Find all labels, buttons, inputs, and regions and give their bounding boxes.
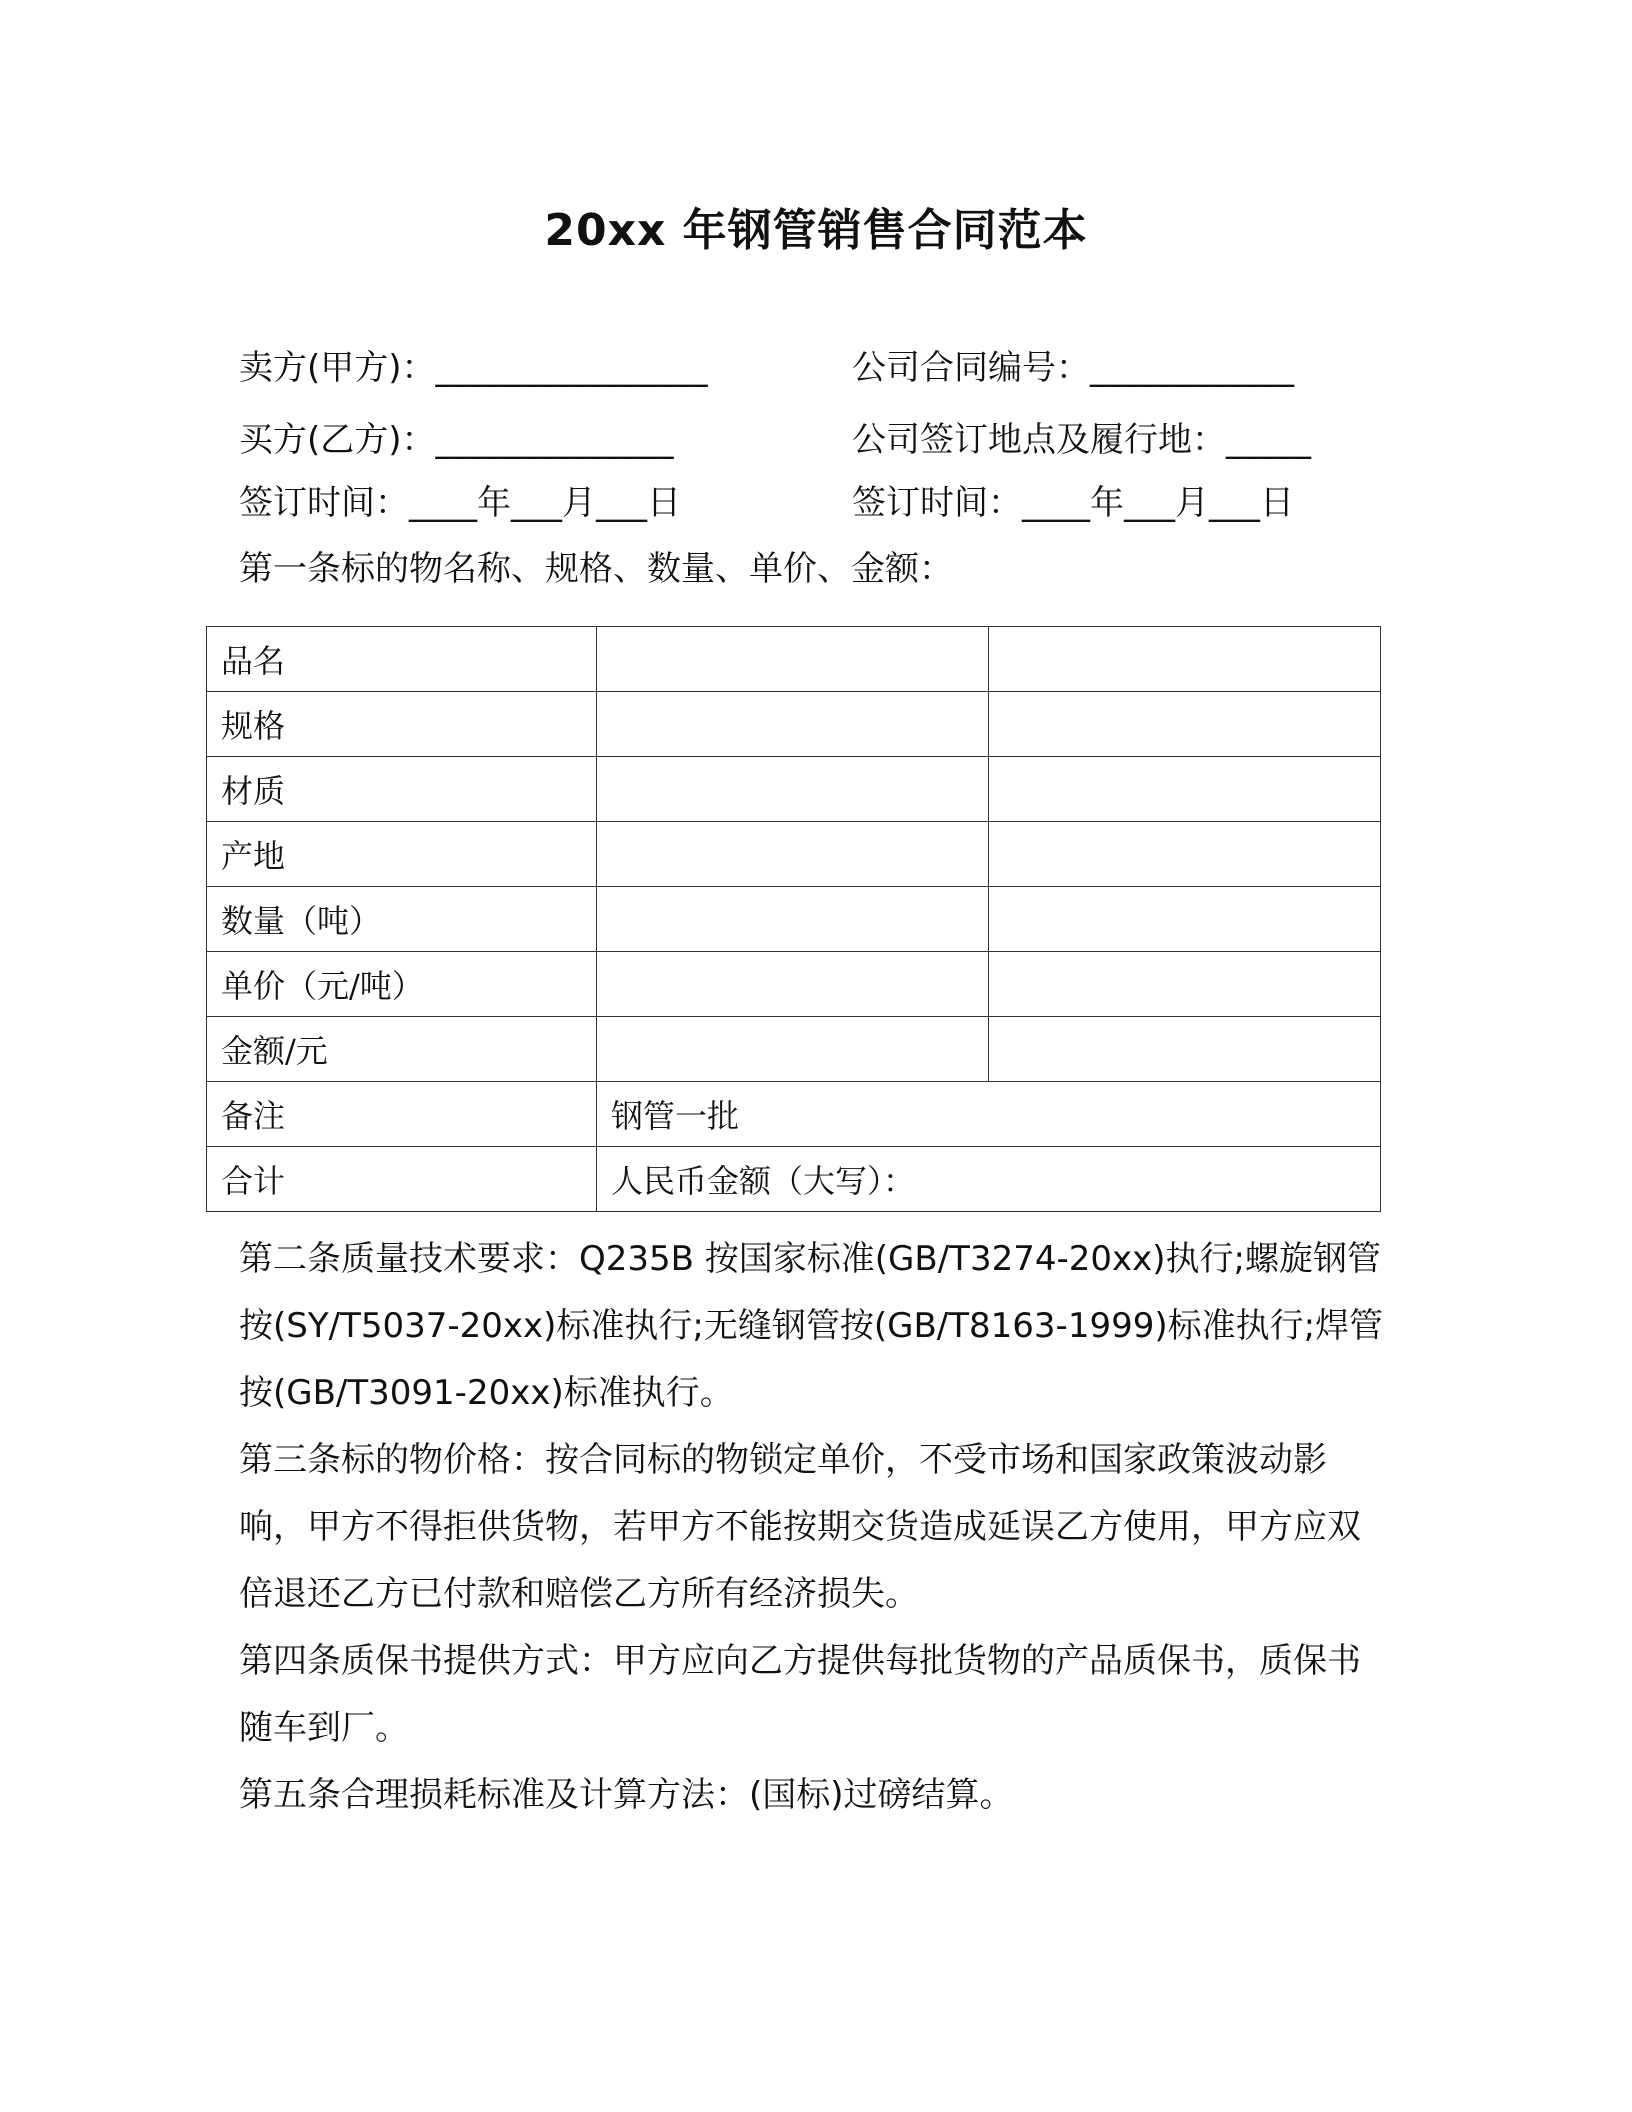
table-row [207,887,1381,952]
header-row-1 [239,344,1379,392]
table-row [207,627,1381,692]
table-row [207,822,1381,887]
row-label: 数量（吨） [207,887,597,952]
table-cell [597,952,989,1017]
header-row-3 [239,479,1379,527]
total-value: 人民币金额（大写）： [597,1147,1381,1212]
table-cell [989,1017,1381,1082]
table-cell [597,627,989,692]
contract-number-field: 公司合同编号：____________ [852,348,1294,388]
row-label: 规格 [207,692,597,757]
articles-body [239,1226,1389,1829]
sign-time-right: 签订时间：____年___月___日 [852,483,1294,523]
row-label: 单价（元/吨） [207,952,597,1017]
table-cell [597,692,989,757]
article-1-heading: 第一条标的物名称、规格、数量、单价、金额： [239,549,953,589]
spec-table [206,626,1381,1212]
remark-label: 备注 [207,1082,597,1147]
article-4: 第四条质保书提供方式：甲方应向乙方提供每批货物的产品质保书，质保书随车到厂。 [239,1641,1361,1748]
row-label: 产地 [207,822,597,887]
article-2: 第二条质量技术要求：Q235B 按国家标准(GB/T3274-20xx)执行;螺旋钢管按(SY/T5037-20xx)标准执行;无缝钢管按(GB/T8163-1999)标准执行;焊管按(GB/T3091-20xx)标准执行。 [239,1239,1384,1413]
table-row-remark [207,1082,1381,1147]
table-row [207,952,1381,1017]
document-title: 20xx 年钢管销售合同范本 [544,205,1088,256]
header-row-2 [239,416,1379,464]
row-label: 金额/元 [207,1017,597,1082]
row-label: 品名 [207,627,597,692]
table-cell [989,952,1381,1017]
table-row [207,757,1381,822]
total-label: 合计 [207,1147,597,1212]
sign-place-field: 公司签订地点及履行地：_____ [852,420,1311,460]
article-3: 第三条标的物价格：按合同标的物锁定单价，不受市场和国家政策波动影响，甲方不得拒供货物，若甲方不能按期交货造成延误乙方使用，甲方应双倍退还乙方已付款和赔偿乙方所有经济损失。 [239,1440,1361,1614]
table-cell [989,822,1381,887]
table-cell [597,887,989,952]
row-label: 材质 [207,757,597,822]
table-cell [989,692,1381,757]
table-cell [989,887,1381,952]
table-cell [989,757,1381,822]
table-cell [989,627,1381,692]
sign-time-left: 签订时间：____年___月___日 [239,483,681,523]
table-row-total [207,1147,1381,1212]
seller-field: 卖方(甲方)：________________ [239,348,708,388]
article-5: 第五条合理损耗标准及计算方法：(国标)过磅结算。 [239,1775,1014,1815]
remark-value: 钢管一批 [597,1082,1381,1147]
table-cell [597,1017,989,1082]
table-cell [597,822,989,887]
buyer-field: 买方(乙方)：______________ [239,420,674,460]
table-cell [597,757,989,822]
table-row [207,1017,1381,1082]
table-row [207,692,1381,757]
